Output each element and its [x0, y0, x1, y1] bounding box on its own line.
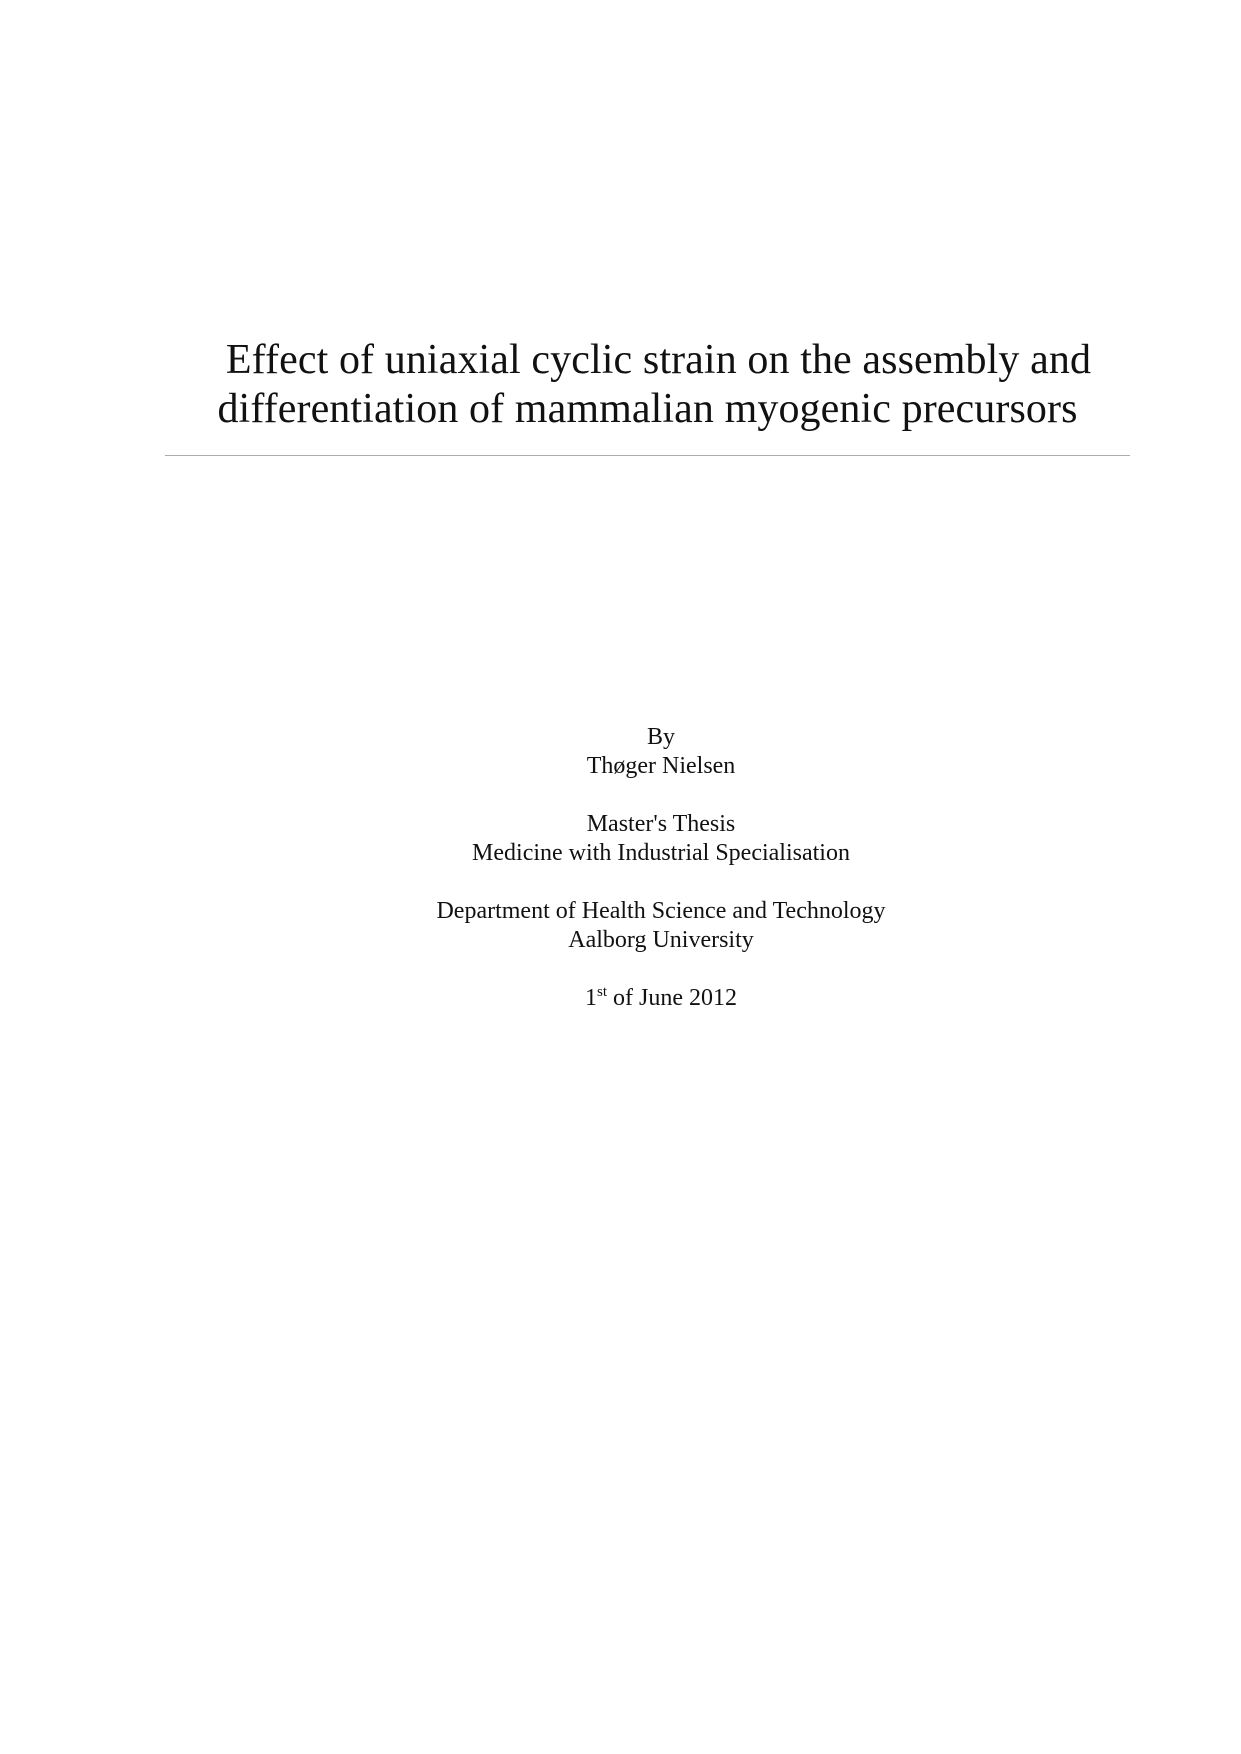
spacer [300, 868, 1022, 897]
date-ordinal-suffix: st [597, 984, 608, 1000]
thesis-details [300, 723, 1022, 1013]
date-day: 1 [585, 985, 597, 1011]
title-line-2: differentiation of mammalian myogenic precursors [217, 386, 1078, 432]
spacer [300, 781, 1022, 810]
author-name: Thøger Nielsen [586, 753, 736, 779]
university-name: Aalborg University [568, 927, 754, 953]
thesis-type: Master's Thesis [586, 811, 736, 837]
department-name: Department of Health Science and Technology [436, 898, 886, 924]
thesis-title [165, 336, 1130, 434]
by-label: By [646, 724, 675, 750]
programme-name: Medicine with Industrial Specialisation [472, 840, 850, 866]
spacer [300, 955, 1022, 984]
submission-date [300, 984, 1022, 1013]
title-line-1: Effect of uniaxial cyclic strain on the assembly and [225, 337, 1092, 383]
title-divider [165, 455, 1130, 456]
date-rest: of June 2012 [607, 985, 737, 1011]
